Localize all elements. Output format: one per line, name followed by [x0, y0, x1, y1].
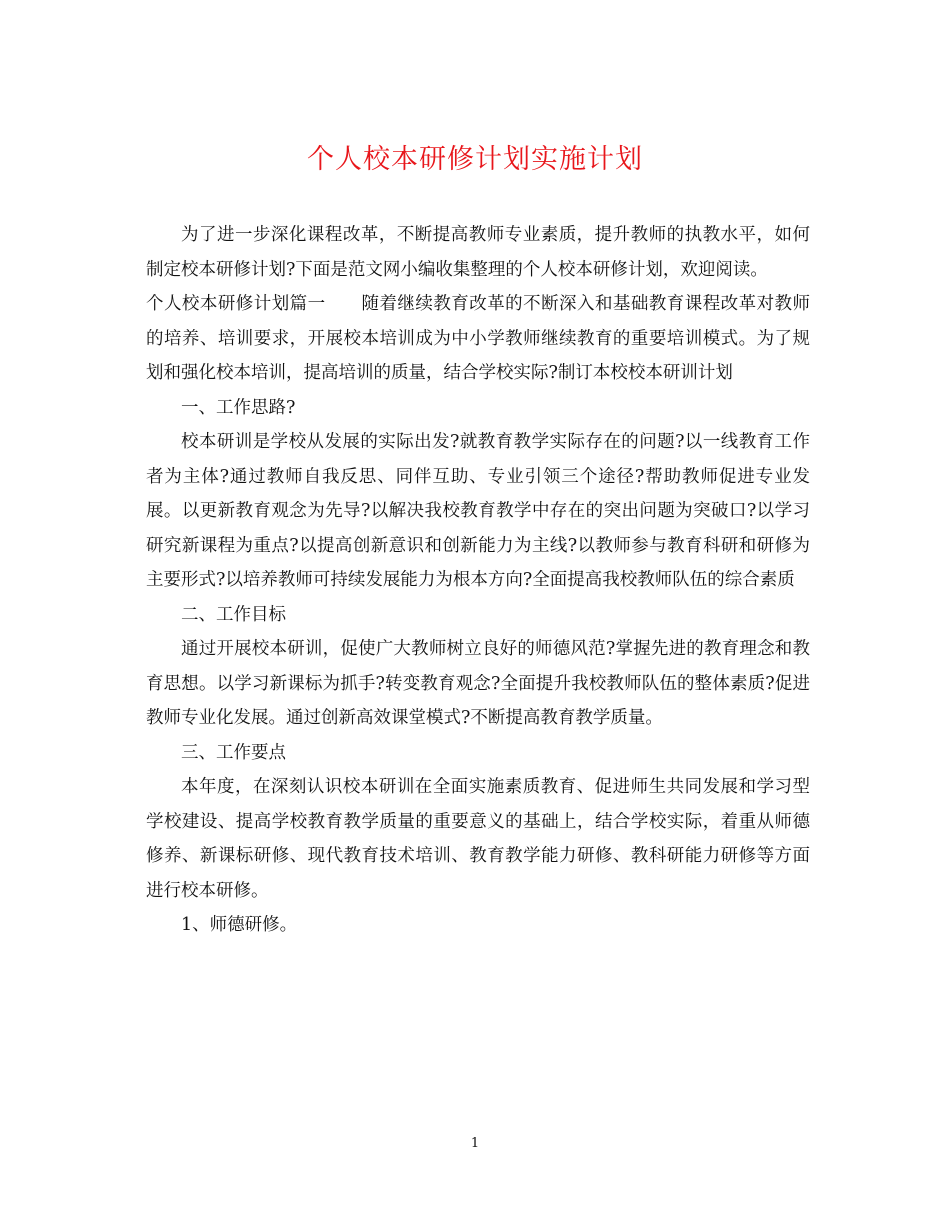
paragraph-intro: 为了进一步深化课程改革，不断提高教师专业素质，提升教师的执教水平，如何制定校本研修计划?下面是范文网小编收集整理的个人校本研修计划，欢迎阅读。 [146, 225, 810, 280]
paragraph-work-approach: 校本研训是学校从发展的实际出发?就教育教学实际存在的问题?以一线教育工作者为主体?通过教师自我反思、同伴互助、专业引领三个途径?帮助教师促进专业发展。以更新教育观念为先导?以解决我校教育教学中存在的突出问题为突破口?以学习研究新课程为重点?以提高创新意识和创新能力为主线?以教师参与教育科研和研修为主要形式?以培养教师可持续发展能力为根本方向?全面提高我校教师队伍的综合素质 [146, 432, 810, 590]
document-body [146, 218, 810, 943]
document-title: 个人校本研修计划实施计划 [307, 144, 643, 175]
heading-ethics-training: 1、师德研修。 [181, 915, 298, 935]
paragraph-plan-one: 个人校本研修计划篇一 随着继续教育改革的不断深入和基础教育课程改革对教师的培养、培训要求，开展校本培训成为中小学教师继续教育的重要培训模式。为了规划和强化校本培训，提高培训的质量，结合学校实际?制订本校校本研训计划 [146, 294, 810, 383]
heading-work-goals: 二、工作目标 [181, 604, 286, 625]
paragraph-work-points: 本年度，在深刻认识校本研训在全面实施素质教育、促进师生共同发展和学习型学校建设、提高学校教育教学质量的重要意义的基础上，结合学校实际，着重从师德修养、新课标研修、现代教育技术培训、教育教学能力研修、教科研能力研修等方面进行校本研修。 [146, 777, 810, 901]
page-number: 1 [470, 1136, 480, 1151]
paragraph-work-goals: 通过开展校本研训，促使广大教师树立良好的师德风范?掌握先进的教育理念和教育思想。以学习新课标为抓手?转变教育观念?全面提升我校教师队伍的整体素质?促进教师专业化发展。通过创新高效课堂模式?不断提高教育教学质量。 [146, 639, 810, 728]
heading-work-approach: 一、工作思路? [181, 397, 296, 418]
heading-work-points: 三、工作要点 [181, 742, 286, 763]
